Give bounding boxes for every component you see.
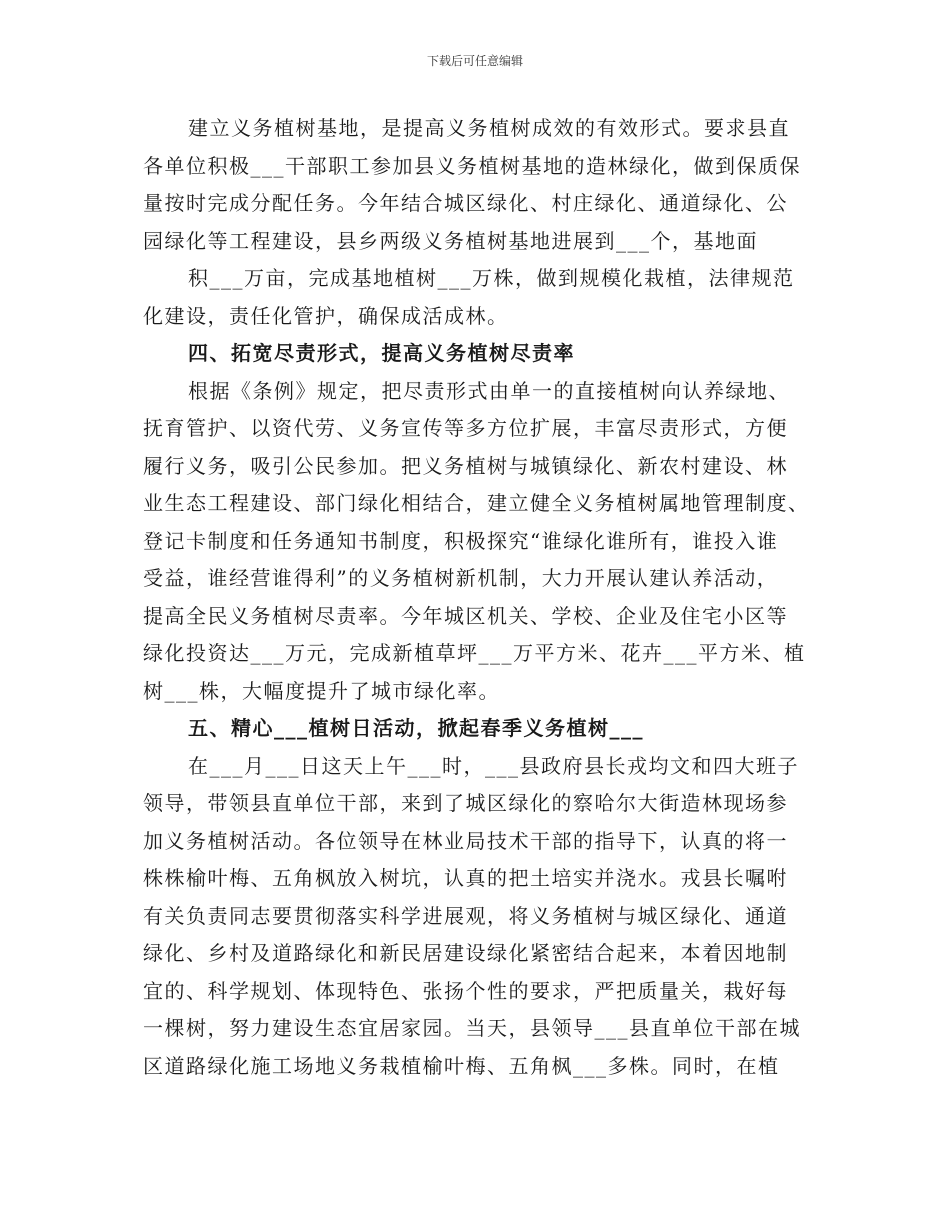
paragraph-line: 履行义务，吸引公民参加。把义务植树与城镇绿化、新农村建设、林: [143, 453, 788, 478]
paragraph-line: 一棵树，努力建设生态宜居家园。当天，县领导___县直单位干部在城: [143, 1016, 801, 1040]
paragraph-line: 受益，谁经营谁得利”的义务植树新机制，大力开展认建认养活动，: [143, 566, 779, 590]
paragraph-line: 树___株，大幅度提升了城市绿化率。: [143, 678, 500, 703]
paragraph-line: 加义务植树活动。各位领导在林业局技术干部的指导下，认真的将一: [143, 828, 788, 853]
paragraph-line: 宜的、科学规划、体现特色、张扬个性的要求，严把质量关，栽好每: [143, 978, 788, 1003]
document-body: [143, 110, 813, 1085]
paragraph-line: 量按时完成分配任务。今年结合城区绿化、村庄绿化、通道绿化、公: [143, 191, 788, 215]
section-heading: 五、精心___植树日活动，掀起春季义务植树___: [188, 716, 644, 740]
paragraph-line: 登记卡制度和任务通知书制度，积极探究“谁绿化谁所有，谁投入谁: [143, 528, 779, 553]
paragraph-line: 抚育管护、以资代劳、义务宣传等多方位扩展，丰富尽责形式，方便: [143, 416, 788, 440]
paragraph-line: 业生态工程建设、部门绿化相结合，建立健全义务植树属地管理制度、: [143, 491, 810, 515]
page-header: 下载后可任意编辑: [426, 54, 523, 68]
paragraph-line: 提高全民义务植树尽责率。今年城区机关、学校、企业及住宅小区等: [143, 603, 788, 628]
paragraph-line: 在___月___日这天上午___时，___县政府县长戎均文和四大班子: [188, 753, 799, 778]
paragraph-line: 根据《条例》规定，把尽责形式由单一的直接植树向认养绿地、: [188, 378, 790, 403]
paragraph-line: 株株榆叶梅、五角枫放入树坑，认真的把土培实并浇水。戎县长嘱咐: [143, 866, 788, 890]
paragraph-line: 积___万亩，完成基地植树___万株，做到规模化栽植，法律规范: [188, 266, 795, 290]
paragraph-line: 化建设，责任化管护，确保成活成林。: [143, 303, 509, 328]
paragraph-line: 有关负责同志要贯彻落实科学进展观，将义务植树与城区绿化、通道: [143, 903, 788, 928]
paragraph-line: 领导，带领县直单位干部，来到了城区绿化的察哈尔大街造林现场参: [143, 791, 788, 815]
paragraph-line: 绿化投资达___万元，完成新植草坪___万平方米、花卉___平方米、植: [143, 641, 806, 665]
paragraph-line: 园绿化等工程建设，县乡两级义务植树基地进展到___个，基地面: [143, 228, 758, 253]
section-heading: 四、拓宽尽责形式，提高义务植树尽责率: [188, 341, 575, 365]
paragraph-line: 绿化、乡村及道路绿化和新民居建设绿化紧密结合起来，本着因地制: [143, 941, 788, 965]
paragraph-line: 建立义务植树基地，是提高义务植树成效的有效形式。要求县直: [188, 116, 790, 140]
paragraph-line: 各单位积极___干部职工参加县义务植树基地的造林绿化，做到保质保: [143, 153, 801, 178]
paragraph-line: 区道路绿化施工场地义务栽植榆叶梅、五角枫___多株。同时，在植: [143, 1053, 780, 1078]
